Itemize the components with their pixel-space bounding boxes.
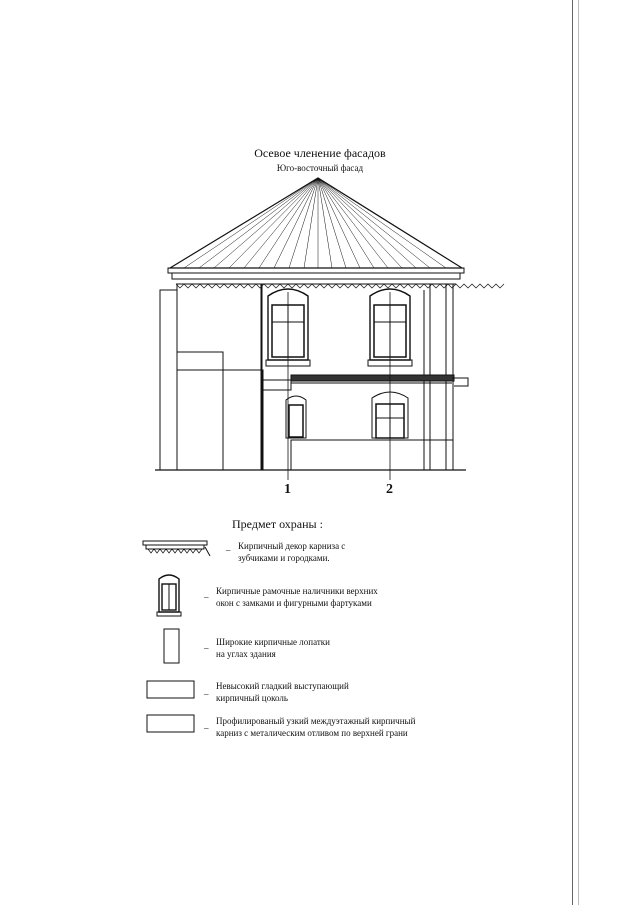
legend-dash-1: – (226, 545, 231, 555)
cornice-decor-icon (143, 541, 210, 556)
legend-dash-2: – (204, 592, 209, 602)
legend-item-cornice: Кирпичный декор карниза с зубчиками и городками. (238, 541, 346, 563)
drawing-subtitle: Юго-восточный фасад (276, 163, 364, 173)
eaves-cornice (168, 268, 504, 288)
lower-window-1 (286, 396, 306, 438)
legend-item-plinth: Невысокий гладкий выступающий кирпичный цоколь (216, 681, 349, 703)
building-walls (177, 284, 468, 470)
corner-pilaster-icon (164, 629, 179, 663)
axis-label-2: 2 (386, 482, 393, 497)
legend-item-pilaster: Широкие кирпичные лопатки на углах здания (216, 637, 330, 659)
roof (170, 178, 462, 268)
belt-cornice-icon (147, 715, 194, 732)
legend-dash-4: – (204, 689, 209, 699)
legend-dash-5: – (204, 723, 209, 733)
legend-item-window: Кирпичные рамочные наличники верхних окон с замками и фигурными фартуками (216, 586, 378, 608)
drawing-title: Осевое членение фасадов (254, 146, 386, 160)
legend-title: Предмет охраны : (232, 517, 323, 531)
window-frame-icon (157, 575, 181, 616)
plinth-icon (147, 681, 194, 698)
axis-label-1: 1 (284, 482, 291, 497)
legend-dash-3: – (204, 643, 209, 653)
legend-item-belt-cornice: Профилированый узкий междуэтажный кирпичный карниз с металическим отливом по верхней грани (216, 716, 416, 738)
